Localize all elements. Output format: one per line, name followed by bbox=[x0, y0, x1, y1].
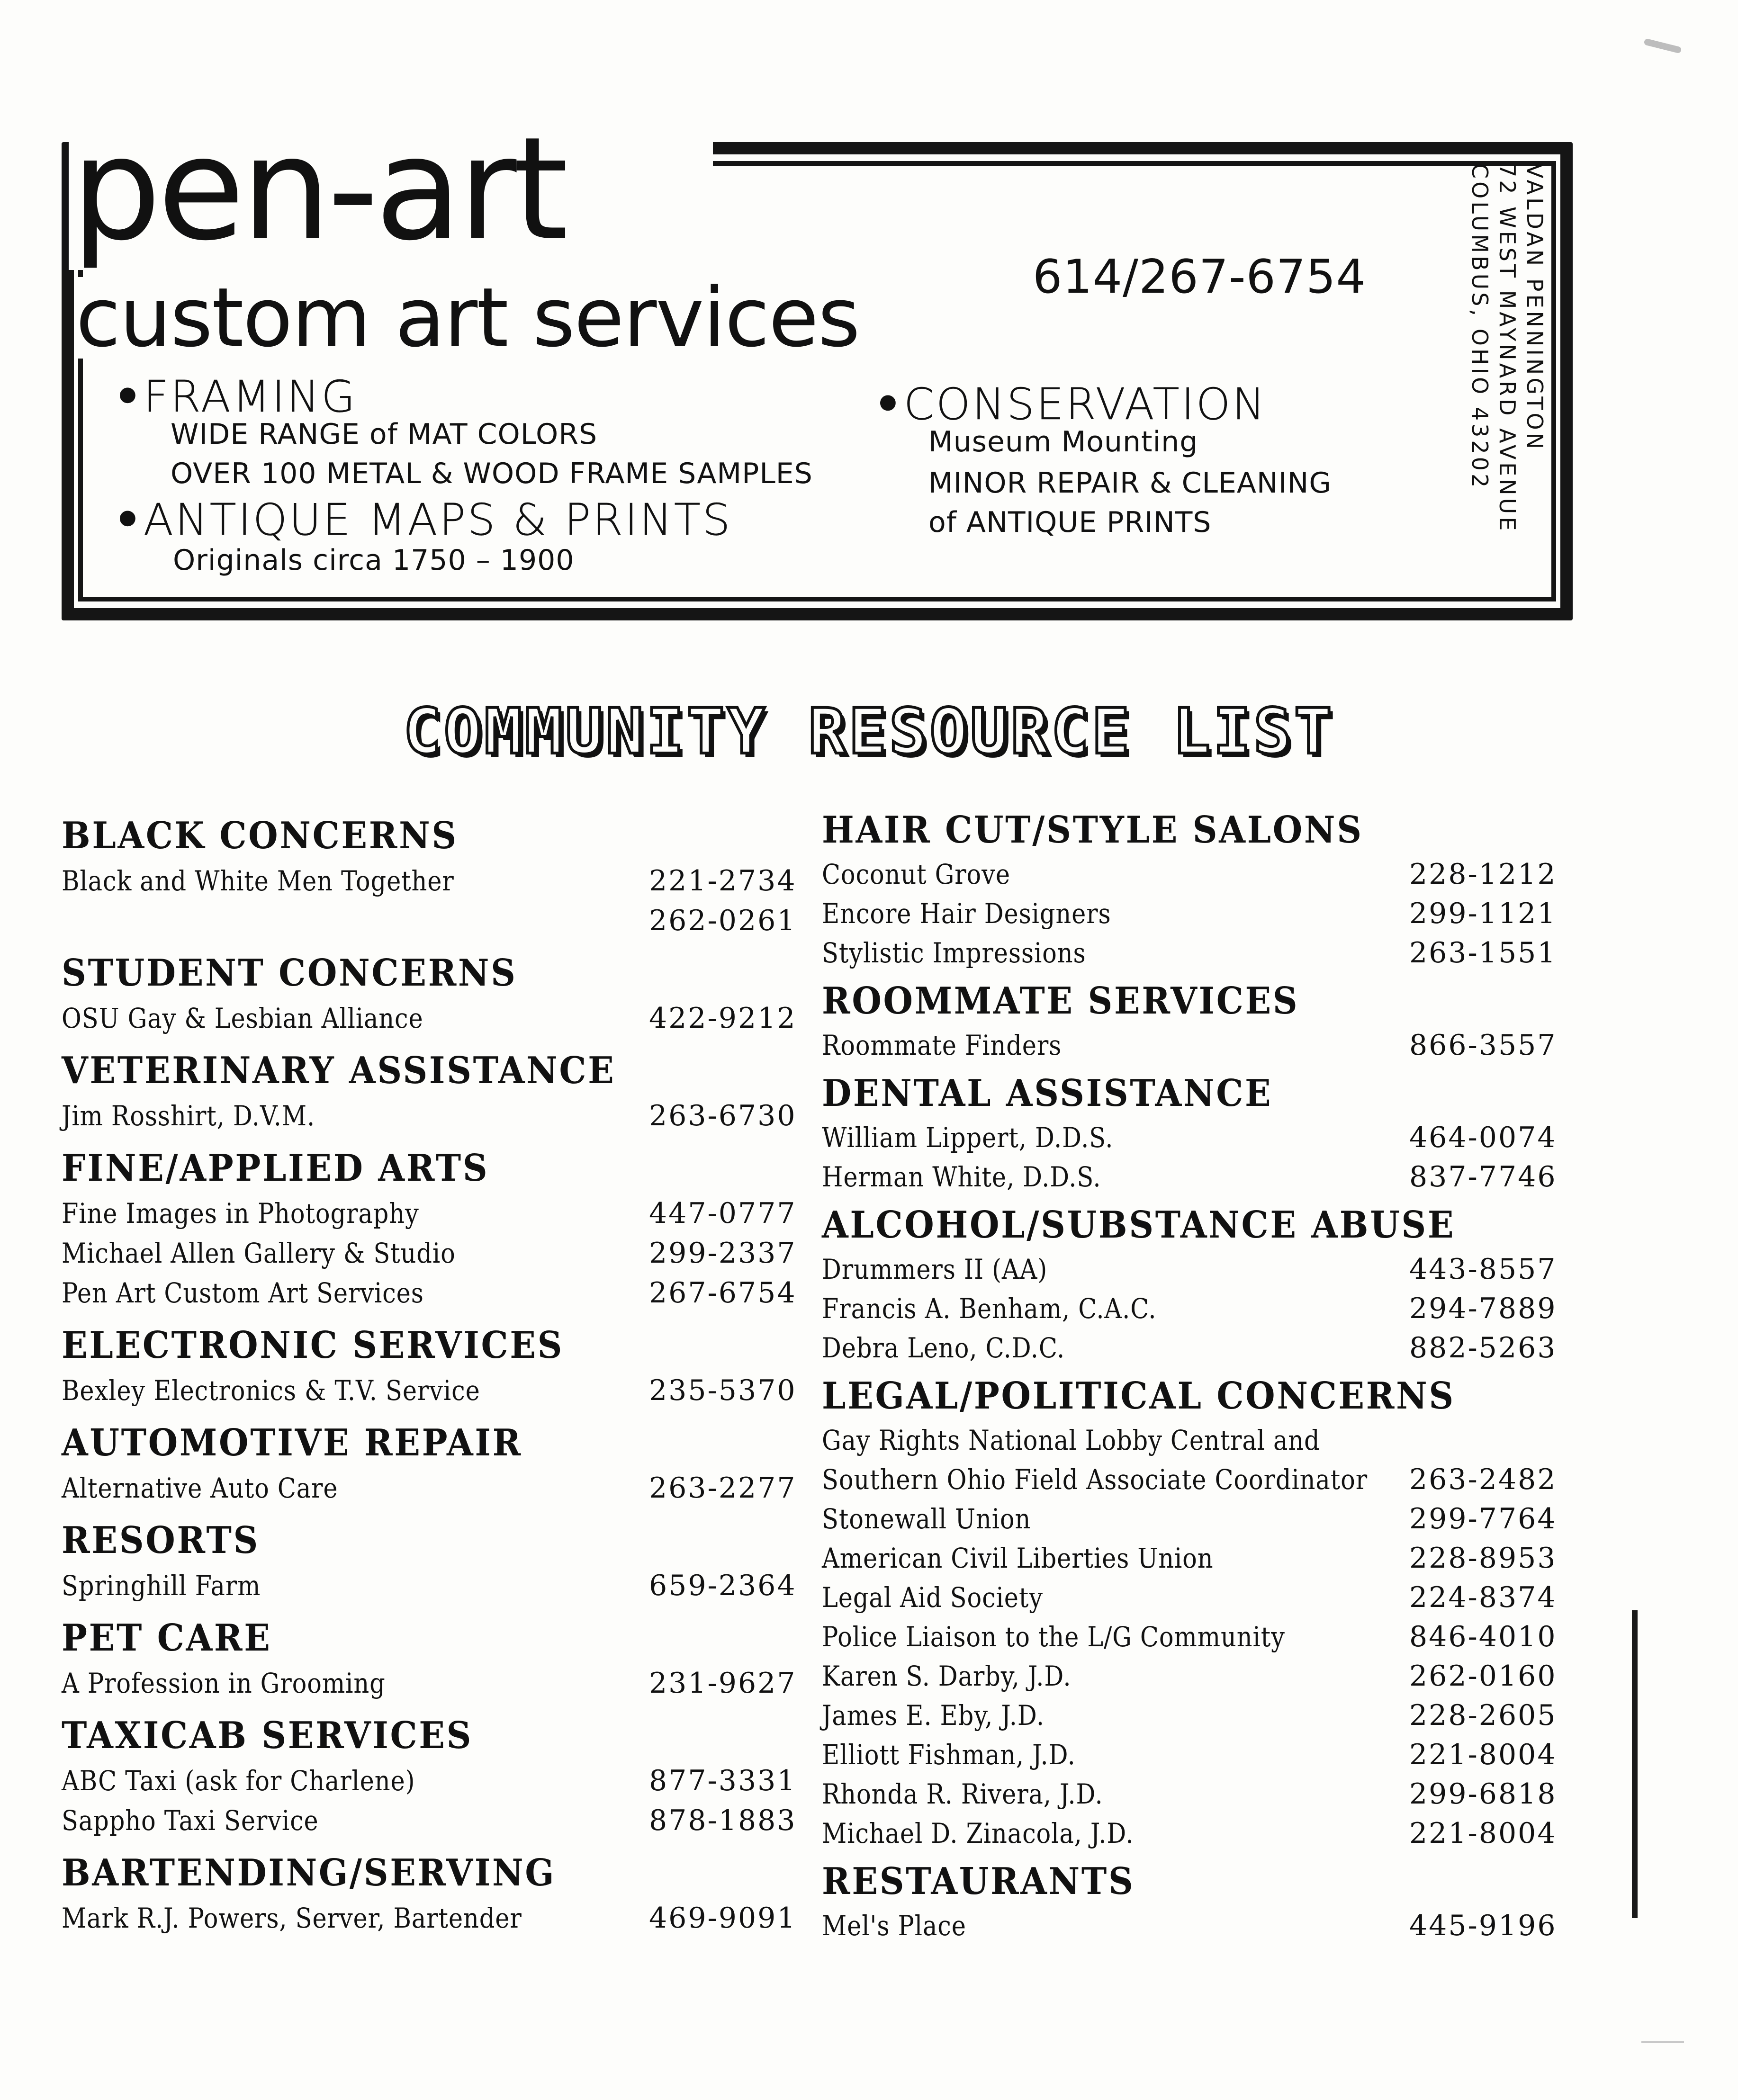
section-heading-roommate-services: ROOMMATE SERVICES bbox=[822, 979, 1299, 1023]
resource-name: Francis A. Benham, C.A.C. bbox=[822, 1292, 1157, 1325]
conservation-bullet: • bbox=[874, 379, 904, 430]
list-title-text: COMMUNITY RESOURCE LIST bbox=[403, 695, 1335, 768]
resource-phone: 267-6754 bbox=[649, 1276, 797, 1310]
resource-phone: 221-8004 bbox=[1409, 1738, 1557, 1771]
framing-line: OVER 100 METAL & WOOD FRAME SAMPLES bbox=[171, 457, 813, 490]
section-heading-pet-care: PET CARE bbox=[62, 1616, 272, 1660]
section-heading-veterinary-assistance: VETERINARY ASSISTANCE bbox=[62, 1049, 616, 1092]
resource-entry bbox=[822, 1250, 1570, 1288]
resource-phone: 263-1551 bbox=[1409, 936, 1557, 969]
resource-name: James E. Eby, J.D. bbox=[822, 1699, 1045, 1732]
section-heading-dental-assistance: DENTAL ASSISTANCE bbox=[822, 1072, 1273, 1115]
logo-subtitle: custom art services bbox=[76, 277, 864, 359]
resource-entry bbox=[62, 1194, 797, 1232]
resource-phone: 299-1121 bbox=[1409, 897, 1557, 930]
scan-margin-bar bbox=[1632, 1610, 1638, 1918]
resource-entry bbox=[822, 1026, 1570, 1064]
resource-entry bbox=[62, 1274, 797, 1312]
resource-entry bbox=[822, 1290, 1570, 1328]
section-heading-bartending-serving: BARTENDING/SERVING bbox=[62, 1851, 556, 1894]
resource-phone: 445-9196 bbox=[1409, 1909, 1557, 1942]
resource-name: Legal Aid Society bbox=[822, 1581, 1043, 1614]
conservation-line: MINOR REPAIR & CLEANING bbox=[928, 467, 1332, 500]
resource-phone: 228-2605 bbox=[1409, 1699, 1557, 1732]
resource-name: Mel's Place bbox=[822, 1910, 966, 1942]
resource-name: William Lippert, D.D.S. bbox=[822, 1122, 1114, 1154]
resource-phone: 469-9091 bbox=[649, 1902, 797, 1935]
resource-phone: 422-9212 bbox=[649, 1002, 797, 1035]
section-heading-taxicab-services: TAXICAB SERVICES bbox=[62, 1714, 473, 1757]
resource-entry bbox=[62, 1469, 797, 1507]
section-heading-resorts: RESORTS bbox=[62, 1519, 260, 1562]
resource-name: Bexley Electronics & T.V. Service bbox=[62, 1374, 480, 1407]
resource-name: Pen Art Custom Art Services bbox=[62, 1277, 424, 1309]
resource-name: Police Liaison to the L/G Community bbox=[822, 1621, 1285, 1653]
address-line: COLUMBUS, OHIO 43202 bbox=[1467, 163, 1493, 491]
section-heading-student-concerns: STUDENT CONCERNS bbox=[62, 951, 517, 995]
resource-entry bbox=[62, 1802, 797, 1840]
resource-phone: 231-9627 bbox=[649, 1667, 797, 1700]
resource-name: Stylistic Impressions bbox=[822, 937, 1086, 969]
section-heading-legal-political-concerns: LEGAL/POLITICAL CONCERNS bbox=[822, 1374, 1455, 1418]
section-heading-fine-applied-arts: FINE/APPLIED ARTS bbox=[62, 1147, 489, 1190]
resource-name: Black and White Men Together bbox=[62, 865, 454, 897]
framing-bullet: • bbox=[114, 371, 144, 422]
resource-phone: 221-8004 bbox=[1409, 1817, 1557, 1850]
section-heading-electronic-services: ELECTRONIC SERVICES bbox=[62, 1324, 564, 1367]
resource-entry bbox=[822, 1579, 1570, 1616]
resource-entry bbox=[822, 1618, 1570, 1656]
framing-line: WIDE RANGE of MAT COLORS bbox=[171, 418, 598, 451]
resource-phone: 221-2734 bbox=[649, 864, 797, 897]
resource-entry bbox=[62, 1234, 797, 1272]
resource-phone: 882-5263 bbox=[1409, 1331, 1557, 1364]
resource-entry bbox=[822, 855, 1570, 893]
resource-name: Southern Ohio Field Associate Coordinator bbox=[822, 1463, 1368, 1496]
resource-phone: 878-1883 bbox=[649, 1804, 797, 1837]
resource-entry bbox=[822, 1736, 1570, 1774]
resource-entry bbox=[822, 1158, 1570, 1196]
resource-entry bbox=[62, 999, 797, 1037]
resource-name: Stonewall Union bbox=[822, 1503, 1031, 1535]
ad-phone-number: 614/267-6754 bbox=[1033, 250, 1366, 304]
resource-phone: 846-4010 bbox=[1409, 1620, 1557, 1653]
resource-phone: 263-2482 bbox=[1409, 1463, 1557, 1496]
framing-heading-label: FRAMING bbox=[143, 371, 357, 422]
resource-phone: 228-8953 bbox=[1409, 1542, 1557, 1575]
section-heading-automotive-repair: AUTOMOTIVE REPAIR bbox=[62, 1421, 522, 1464]
resource-entry bbox=[62, 862, 797, 900]
resource-name: Fine Images in Photography bbox=[62, 1197, 419, 1229]
resource-name: Gay Rights National Lobby Central and bbox=[822, 1424, 1320, 1456]
conservation-heading-label: CONSERVATION bbox=[903, 379, 1267, 430]
section-heading-black-concerns: BLACK CONCERNS bbox=[62, 814, 458, 857]
resource-entry bbox=[822, 1907, 1570, 1945]
resource-phone: 447-0777 bbox=[649, 1197, 797, 1230]
resource-entry bbox=[822, 1696, 1570, 1734]
resource-name: Drummers II (AA) bbox=[822, 1253, 1048, 1285]
resource-entry bbox=[822, 1329, 1570, 1367]
resource-phone: 263-2277 bbox=[649, 1472, 797, 1505]
resource-name: A Profession in Grooming bbox=[62, 1667, 386, 1699]
resource-phone: 262-0261 bbox=[649, 904, 797, 937]
resource-name: Debra Leno, C.D.C. bbox=[822, 1332, 1065, 1364]
resource-entry bbox=[822, 1421, 1570, 1459]
resource-phone: 866-3557 bbox=[1409, 1029, 1557, 1062]
resource-phone: 235-5370 bbox=[649, 1374, 797, 1407]
resource-name: Michael D. Zinacola, J.D. bbox=[822, 1817, 1134, 1849]
resource-entry bbox=[62, 902, 797, 940]
resource-phone: 464-0074 bbox=[1409, 1121, 1557, 1154]
pen-art-logo: pen-art bbox=[71, 107, 565, 272]
resource-entry bbox=[822, 1119, 1570, 1157]
resource-entry bbox=[822, 1775, 1570, 1813]
section-heading-hair-cut-style-salons: HAIR CUT/STYLE SALONS bbox=[822, 808, 1363, 852]
resource-entry bbox=[62, 1664, 797, 1702]
resource-phone: 228-1212 bbox=[1409, 858, 1557, 891]
resource-name: Alternative Auto Care bbox=[62, 1472, 338, 1504]
resource-name: Michael Allen Gallery & Studio bbox=[62, 1237, 456, 1269]
resource-name: Mark R.J. Powers, Server, Bartender bbox=[62, 1902, 522, 1934]
resource-name: Jim Rosshirt, D.V.M. bbox=[62, 1100, 315, 1132]
resource-phone: 299-6818 bbox=[1409, 1777, 1557, 1811]
resource-entry bbox=[62, 1567, 797, 1605]
resource-name: Karen S. Darby, J.D. bbox=[822, 1660, 1072, 1692]
resource-entry bbox=[62, 1372, 797, 1409]
resource-entry bbox=[62, 1097, 797, 1135]
community-resource-list-title bbox=[0, 696, 1738, 767]
resource-phone: 443-8557 bbox=[1409, 1253, 1557, 1286]
resource-name: American Civil Liberties Union bbox=[822, 1542, 1214, 1574]
resource-entry bbox=[62, 1899, 797, 1937]
resource-phone: 299-7764 bbox=[1409, 1502, 1557, 1535]
section-heading-restaurants: RESTAURANTS bbox=[822, 1860, 1135, 1903]
maps-bullet: • bbox=[114, 494, 144, 545]
resource-entry bbox=[62, 1762, 797, 1800]
resource-name: Rhonda R. Rivera, J.D. bbox=[822, 1778, 1103, 1810]
maps-line: Originals circa 1750 – 1900 bbox=[173, 544, 575, 577]
resource-name: Encore Hair Designers bbox=[822, 897, 1111, 930]
resource-entry bbox=[822, 1657, 1570, 1695]
resource-entry bbox=[822, 934, 1570, 972]
resource-phone: 294-7889 bbox=[1409, 1292, 1557, 1325]
resource-name: Herman White, D.D.S. bbox=[822, 1161, 1101, 1193]
conservation-line: of ANTIQUE PRINTS bbox=[928, 506, 1212, 539]
maps-heading bbox=[114, 494, 732, 545]
resource-entry bbox=[822, 1461, 1570, 1499]
resource-name: Roommate Finders bbox=[822, 1029, 1062, 1061]
conservation-heading bbox=[874, 379, 1267, 430]
resource-entry bbox=[822, 1539, 1570, 1577]
resource-phone: 263-6730 bbox=[649, 1099, 797, 1132]
resource-phone: 262-0160 bbox=[1409, 1660, 1557, 1693]
address-line: 72 WEST MAYNARD AVENUE bbox=[1495, 163, 1520, 534]
resource-name: ABC Taxi (ask for Charlene) bbox=[62, 1765, 415, 1797]
conservation-line: Museum Mounting bbox=[928, 425, 1198, 458]
section-heading-alcohol-substance-abuse: ALCOHOL/SUBSTANCE ABUSE bbox=[822, 1203, 1456, 1247]
resource-entry bbox=[822, 895, 1570, 933]
resource-name: OSU Gay & Lesbian Alliance bbox=[62, 1002, 423, 1034]
resource-name: Springhill Farm bbox=[62, 1570, 261, 1602]
maps-heading-label: ANTIQUE MAPS & PRINTS bbox=[143, 494, 732, 545]
framing-heading bbox=[114, 371, 357, 422]
resource-name: Elliott Fishman, J.D. bbox=[822, 1739, 1076, 1771]
address-line: VALDAN PENNINGTON bbox=[1522, 163, 1548, 452]
scan-bottom-mark bbox=[1641, 2041, 1684, 2043]
resource-phone: 837-7746 bbox=[1409, 1160, 1557, 1194]
resource-name: Coconut Grove bbox=[822, 858, 1010, 890]
ad-address bbox=[1464, 163, 1558, 590]
resource-name: Sappho Taxi Service bbox=[62, 1804, 319, 1837]
resource-phone: 224-8374 bbox=[1409, 1581, 1557, 1614]
resource-phone: 659-2364 bbox=[649, 1569, 797, 1602]
resource-entry bbox=[822, 1814, 1570, 1852]
resource-phone: 299-2337 bbox=[649, 1237, 797, 1270]
resource-entry bbox=[822, 1500, 1570, 1538]
scan-corner-mark bbox=[1643, 38, 1682, 54]
resource-phone: 877-3331 bbox=[649, 1764, 797, 1797]
